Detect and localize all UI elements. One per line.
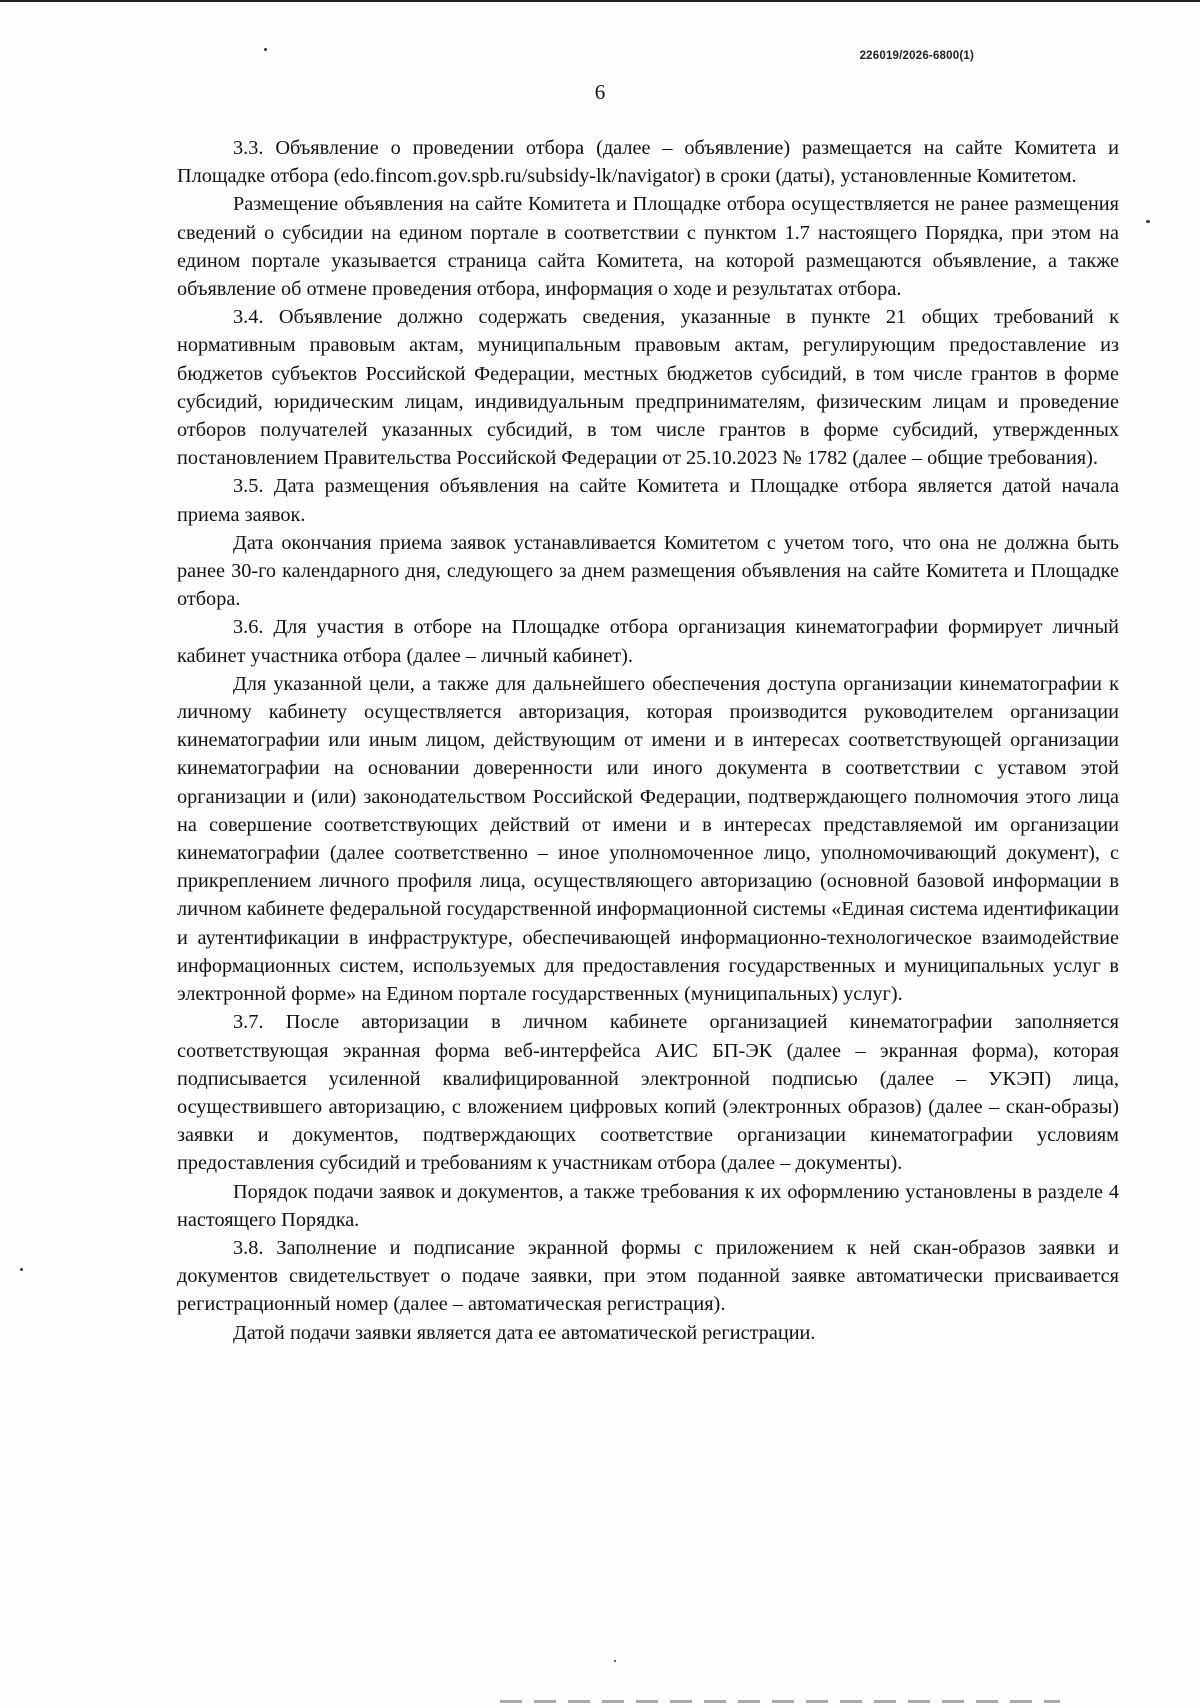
paragraph-3-7-procedure: Порядок подачи заявок и документов, а также требования к их оформлению установлены в разделе 4 настоящего Порядка. [177,1180,1119,1231]
paragraph-3-5: 3.5. Дата размещения объявления на сайте Комитета и Площадке отбора является датой начала приема заявок. [177,475,1119,526]
paragraph-3-6: 3.6. Для участия в отборе на Площадке отбора организация кинематографии формирует личный кабинет участника отбора (далее – личный кабинет). [177,616,1119,667]
paragraph-3-8: 3.8. Заполнение и подписание экранной формы с приложением к ней скан-образов заявки и документов свидетельствует о подаче заявки, при этом поданной заявке автоматически присваивается регистрационный номер (далее – автоматическая регистрация). [177,1236,1119,1316]
scan-speck [1146,220,1150,223]
scan-speck [614,1660,616,1662]
scan-speck [264,48,267,51]
scan-speck [20,1268,23,1271]
paragraph-3-7: 3.7. После авторизации в личном кабинете организацией кинематографии заполняется соответствующая экранная форма веб-интерфейса АИС БП-ЭК (далее – экранная форма), которая подписывается усиленной квалифицированной электронной подписью (далее – УКЭП) лица, осуществившего авторизацию, с вложением цифровых копий (электронных образов) (далее – скан-образы) заявки и документов, подтверждающих соответствие организации кинематографии условиям предоставления субсидий и требованиям к участникам отбора (далее – документы). [177,1011,1119,1175]
document-body [177,134,1119,1347]
document-reference-number: 226019/2026-6800(1) [859,50,974,62]
paragraph-3-6-authorization: Для указанной цели, а также для дальнейшего обеспечения доступа организации кинематографии к личному кабинету осуществляется авторизация, которая производится руководителем организации кинематографии или иным лицом, действующим от имени и в интересах соответствующей организации кинематографии на основании доверенности или иного документа в соответствии с уставом этой организации и (или) законодательством Российской Федерации, подтверждающего полномочия этого лица на совершение соответствующих действий от имени и в интересах представляемой им организации кинематографии (далее соответственно – иное уполномоченное лицо, уполномочивающий документ), с прикреплением личного профиля лица, осуществляющего авторизацию (основной базовой информации в личном кабинете федеральной государственной информационной системы «Единая система идентификации и аутентификации в инфраструктуре, обеспечивающей информационно-технологическое взаимодействие информационных систем, используемых для предоставления государственных и муниципальных услуг в электронной форме» на Едином портале государственных (муниципальных) услуг). [177,672,1119,1006]
scan-bottom-artifact [500,1700,1060,1703]
page-number: 6 [594,80,606,104]
paragraph-3-4: 3.4. Объявление должно содержать сведения, указанные в пункте 21 общих требований к нормативным правовым актам, муниципальным правовым актам, регулирующим предоставление из бюджетов субъектов Российской Федерации, местных бюджетов субсидий, в том числе грантов в форме субсидий, юридическим лицам, индивидуальным предпринимателям, физическим лицам и проведение отборов получателей указанных субсидий, в том числе грантов в форме субсидий, утвержденных постановлением Правительства Российской Федерации от 25.10.2023 № 1782 (далее – общие требования). [177,306,1119,470]
paragraph-3-3: 3.3. Объявление о проведении отбора (далее – объявление) размещается на сайте Комитета и Площадке отбора (edo.fincom.gov.spb.ru/subsidy-lk/navigator) в сроки (даты), установленные Комитетом. [177,137,1119,188]
scan-top-border [0,0,1200,2]
paragraph-3-5-deadline: Дата окончания приема заявок устанавливается Комитетом с учетом того, что она не должна быть ранее 30-го календарного дня, следующего за днем размещения объявления на сайте Комитета и Площадке отбора. [177,531,1119,611]
paragraph-3-8-submission-date: Датой подачи заявки является дата ее автоматической регистрации. [233,1321,816,1344]
paragraph-3-3-placement: Размещение объявления на сайте Комитета и Площадке отбора осуществляется не ранее размещения сведений о субсидии на едином портале в соответствии с пунктом 1.7 настоящего Порядка, при этом на едином портале указывается страница сайта Комитета, на которой размещаются объявление, а также объявление об отмене проведения отбора, информация о ходе и результатах отбора. [177,193,1119,301]
